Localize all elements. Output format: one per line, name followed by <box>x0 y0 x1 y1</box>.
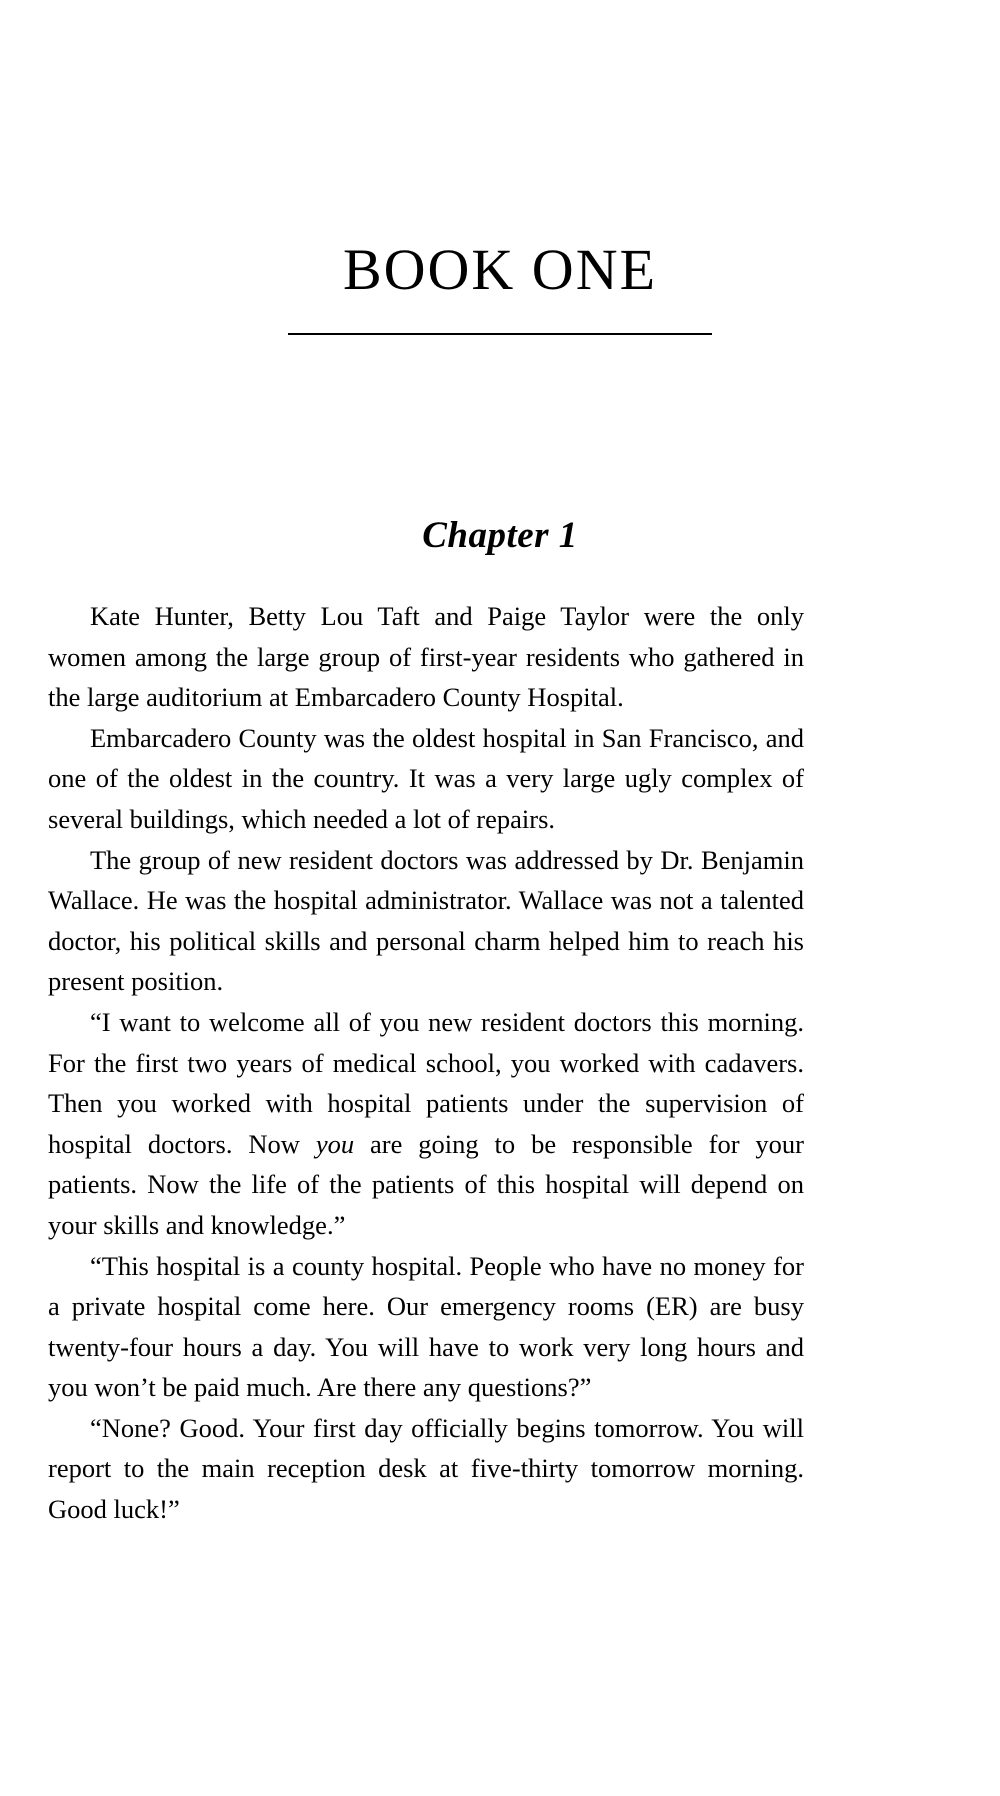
paragraph: The group of new resident doctors was addressed by Dr. Benjamin Wallace. He was the hospital administrator. Wallace was not a talented doctor, his political skills and personal charm helped him to reach his present position. <box>48 844 804 997</box>
paragraph-part-tail: are going to be responsible for your patients. Now the life of the patients of this hospital will depend on your skills and knowledge.” <box>48 1128 805 1240</box>
chapter-heading: Chapter 1 <box>422 515 578 556</box>
paragraph <box>48 1002 804 1246</box>
paragraph-emphasis: you <box>315 1128 355 1159</box>
body-text <box>48 596 804 1530</box>
paragraph: Embarcadero County was the oldest hospital in San Francisco, and one of the oldest in the country. It was a very large ugly complex of several buildings, which needed a lot of repairs. <box>48 722 804 834</box>
paragraph: “None? Good. Your first day officially begins tomorrow. You will report to the main reception desk at five-thirty tomorrow morning. Good luck!” <box>48 1412 804 1525</box>
paragraph: “This hospital is a county hospital. People who have no money for a private hospital come here. Our emergency rooms (ER) are busy twenty-four hours a day. You will have to work very long hours and you won’t be paid much. Are there any questions?” <box>48 1250 804 1403</box>
paragraph-part-lead: “I want to welcome all of you new resident doctors this morning. For the first two years of medical school, you worked with cadavers. Then you worked with hospital patients under the supervision of hospital doctors. Now <box>48 1006 804 1159</box>
book-title-block <box>0 237 1000 335</box>
page-title: BOOK ONE <box>342 237 658 302</box>
paragraph: Kate Hunter, Betty Lou Taft and Paige Taylor were the only women among the large group of first-year residents who gathered in the large auditorium at Embarcadero County Hospital. <box>48 601 804 713</box>
title-divider <box>288 333 712 335</box>
